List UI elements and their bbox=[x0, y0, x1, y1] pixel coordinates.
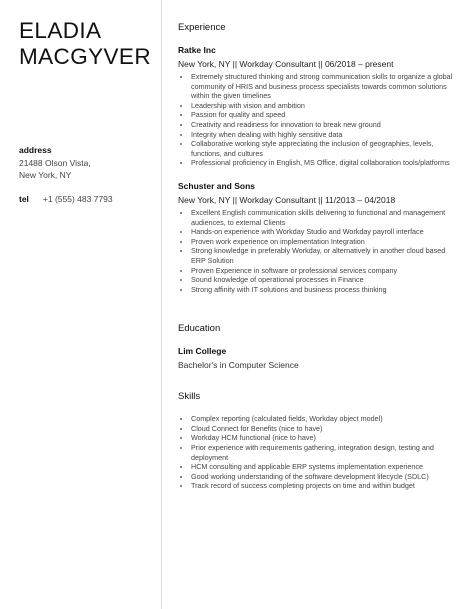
job-company: Ratke Inc bbox=[178, 45, 216, 55]
address-line-1: 21488 Olson Vista, bbox=[19, 158, 91, 168]
education-section bbox=[178, 323, 458, 370]
list-item: • Workday HCM functional (nice to have) bbox=[191, 433, 458, 443]
list-item: • HCM consulting and applicable ERP systems implementation experience bbox=[191, 462, 458, 472]
address-line-2: New York, NY bbox=[19, 169, 72, 180]
school-name: Lim College bbox=[178, 346, 227, 357]
list-item: • Creativity and readiness for innovation to break new ground bbox=[191, 120, 458, 130]
candidate-name bbox=[19, 18, 149, 70]
phone-row bbox=[19, 194, 113, 206]
address-label: address bbox=[19, 145, 52, 155]
tel-value: +1 (555) 483 7793 bbox=[42, 194, 113, 204]
tel-label: tel bbox=[19, 194, 29, 204]
column-divider bbox=[161, 0, 162, 609]
list-item: • Collaborative working style appreciating the inclusion of geographies, levels, functions, and cultures bbox=[191, 139, 458, 158]
list-item: • Strong knowledge in preferably Workday, or alternatively in another cloud based ERP Solution bbox=[191, 246, 458, 265]
list-item: • Passion for quality and speed bbox=[191, 110, 458, 120]
list-item: • Integrity when dealing with highly sensitive data bbox=[191, 130, 458, 140]
job-entry bbox=[178, 181, 458, 294]
list-item: • Prior experience with requirements gathering, integration design, testing and deployment bbox=[191, 443, 458, 462]
list-item: • Professional proficiency in English, MS Office, digital collaboration tools/platforms bbox=[191, 158, 458, 168]
first-name: ELADIA bbox=[19, 18, 102, 43]
list-item: • Leadership with vision and ambition bbox=[191, 101, 458, 111]
skills-heading: Skills bbox=[178, 391, 201, 403]
left-column bbox=[19, 18, 151, 204]
experience-section bbox=[178, 22, 458, 294]
address-block bbox=[19, 145, 91, 181]
list-item: • Track record of success completing projects on time and within budget bbox=[191, 481, 458, 491]
list-item: • Extremely structured thinking and strong communication skills to organize a global community of HRIS and business process specialists towards common solutions within the given timelines bbox=[191, 72, 458, 101]
last-name: MACGYVER bbox=[19, 44, 151, 69]
list-item: • Cloud Connect for Benefits (nice to have) bbox=[191, 424, 458, 434]
job-entry bbox=[178, 45, 458, 168]
skills-section bbox=[178, 391, 458, 491]
list-item: • Proven work experience on implementation Integration bbox=[191, 237, 458, 247]
job-meta: New York, NY || Workday Consultant || 11/2013 – 04/2018 bbox=[178, 194, 396, 205]
job-company: Schuster and Sons bbox=[178, 180, 255, 191]
list-item: • Sound knowledge of operational processes in Finance bbox=[191, 275, 458, 285]
experience-heading: Experience bbox=[178, 22, 226, 33]
list-item: • Proven Experience in software or professional services company bbox=[191, 266, 458, 276]
skills-list bbox=[178, 414, 458, 491]
list-item: • Strong affinity with IT solutions and business process thinking bbox=[191, 285, 458, 295]
right-column bbox=[178, 22, 458, 491]
job-bullets bbox=[178, 72, 458, 168]
degree: Bachelor's in Computer Science bbox=[178, 360, 299, 371]
job-meta: New York, NY || Workday Consultant || 06/2018 – present bbox=[178, 59, 394, 69]
list-item: • Hands-on experience with Workday Studio and Workday payroll interface bbox=[191, 227, 458, 237]
education-heading: Education bbox=[178, 323, 221, 335]
list-item: • Complex reporting (calculated fields, Workday object model) bbox=[191, 414, 458, 424]
list-item: • Excellent English communication skills delivering to functional and management audiences, to external Clients bbox=[191, 208, 458, 227]
list-item: • Good working understanding of the software development lifecycle (SDLC) bbox=[191, 472, 458, 482]
job-bullets bbox=[178, 208, 458, 294]
